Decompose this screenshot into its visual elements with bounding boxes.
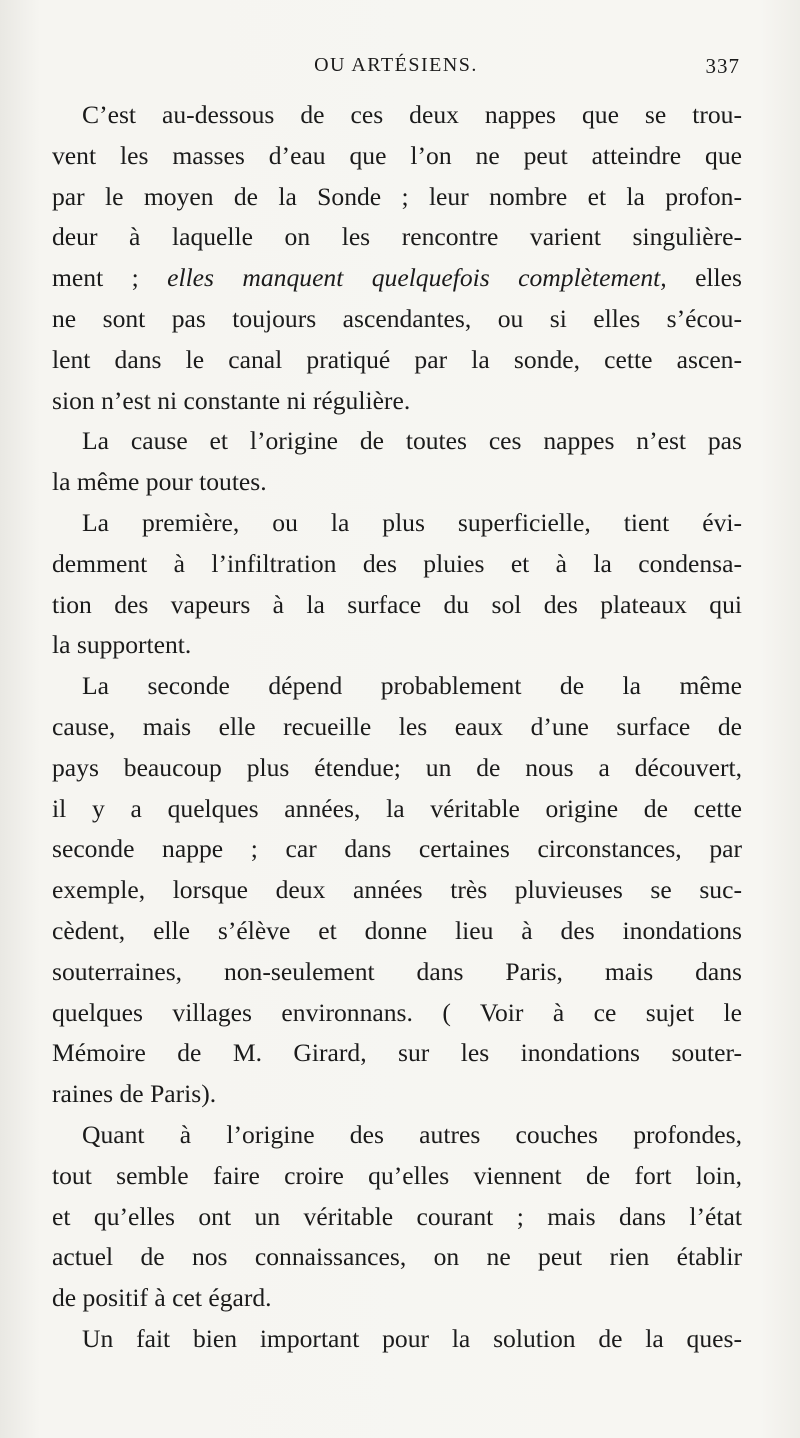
text-run: elles xyxy=(666,263,742,293)
text-line: cèdent, elle s’élève et donne lieu à des inondations xyxy=(52,915,742,945)
text-line: actuel de nos connaissances, on ne peut rien établir xyxy=(52,1242,742,1272)
text-line: la supportent. xyxy=(52,630,192,660)
text-line: souterraines, non-seulement dans Paris, mais dans xyxy=(52,956,742,986)
text-line: deur à laquelle on les rencontre varient singulière- xyxy=(52,222,742,252)
text-line: seconde nappe ; car dans certaines circonstances, par xyxy=(52,834,742,864)
text-run: ment ; xyxy=(52,263,168,293)
text-line: tion des vapeurs à la surface du sol des plateaux qui xyxy=(52,589,742,619)
text-line: Quant à l’origine des autres couches profondes, xyxy=(82,1119,742,1149)
text-line: tout semble faire croire qu’elles viennent de fort loin, xyxy=(52,1160,742,1190)
text-line: La seconde dépend probablement de la même xyxy=(82,671,742,701)
text-line xyxy=(52,258,742,299)
text-line: pays beaucoup plus étendue; un de nous a découvert, xyxy=(52,752,742,782)
text-line: lent dans le canal pratiqué par la sonde, cette ascen- xyxy=(52,344,742,374)
text-line: de positif à cet égard. xyxy=(52,1283,272,1313)
text-line: vent les masses d’eau que l’on ne peut atteindre que xyxy=(52,140,742,170)
text-line: demment à l’infiltration des pluies et à la condensa- xyxy=(52,548,742,578)
text-line: il y a quelques années, la véritable origine de cette xyxy=(52,793,742,823)
body-text xyxy=(52,95,742,1360)
page-number: 337 xyxy=(705,54,740,78)
text-line: Un fait bien important pour la solution de la ques- xyxy=(82,1323,742,1353)
page-header xyxy=(52,52,740,84)
text-line: et qu’elles ont un véritable courant ; mais dans l’état xyxy=(52,1201,742,1231)
text-line: exemple, lorsque deux années très pluvieuses se suc- xyxy=(52,875,742,905)
text-line: C’est au-dessous de ces deux nappes que se trou- xyxy=(82,100,742,129)
text-line: La première, ou la plus superficielle, tient évi- xyxy=(82,507,742,537)
text-line: raines de Paris). xyxy=(52,1079,217,1109)
text-line: Mémoire de M. Girard, sur les inondations souter- xyxy=(52,1038,742,1068)
text-line: cause, mais elle recueille les eaux d’une surface de xyxy=(52,711,742,741)
text-line: La cause et l’origine de toutes ces nappes n’est pas xyxy=(82,426,742,456)
text-line: quelques villages environnans. ( Voir à ce sujet le xyxy=(52,997,742,1027)
running-title: OU ARTÉSIENS. xyxy=(314,54,478,76)
italic-text-run: elles manquent quelquefois complètement, xyxy=(167,263,667,293)
text-line: ne sont pas toujours ascendantes, ou si elles s’écou- xyxy=(52,303,742,333)
text-line: sion n’est ni constante ni régulière. xyxy=(52,385,411,415)
text-line: par le moyen de la Sonde ; leur nombre et la profon- xyxy=(52,181,742,211)
text-line: la même pour toutes. xyxy=(52,467,267,497)
